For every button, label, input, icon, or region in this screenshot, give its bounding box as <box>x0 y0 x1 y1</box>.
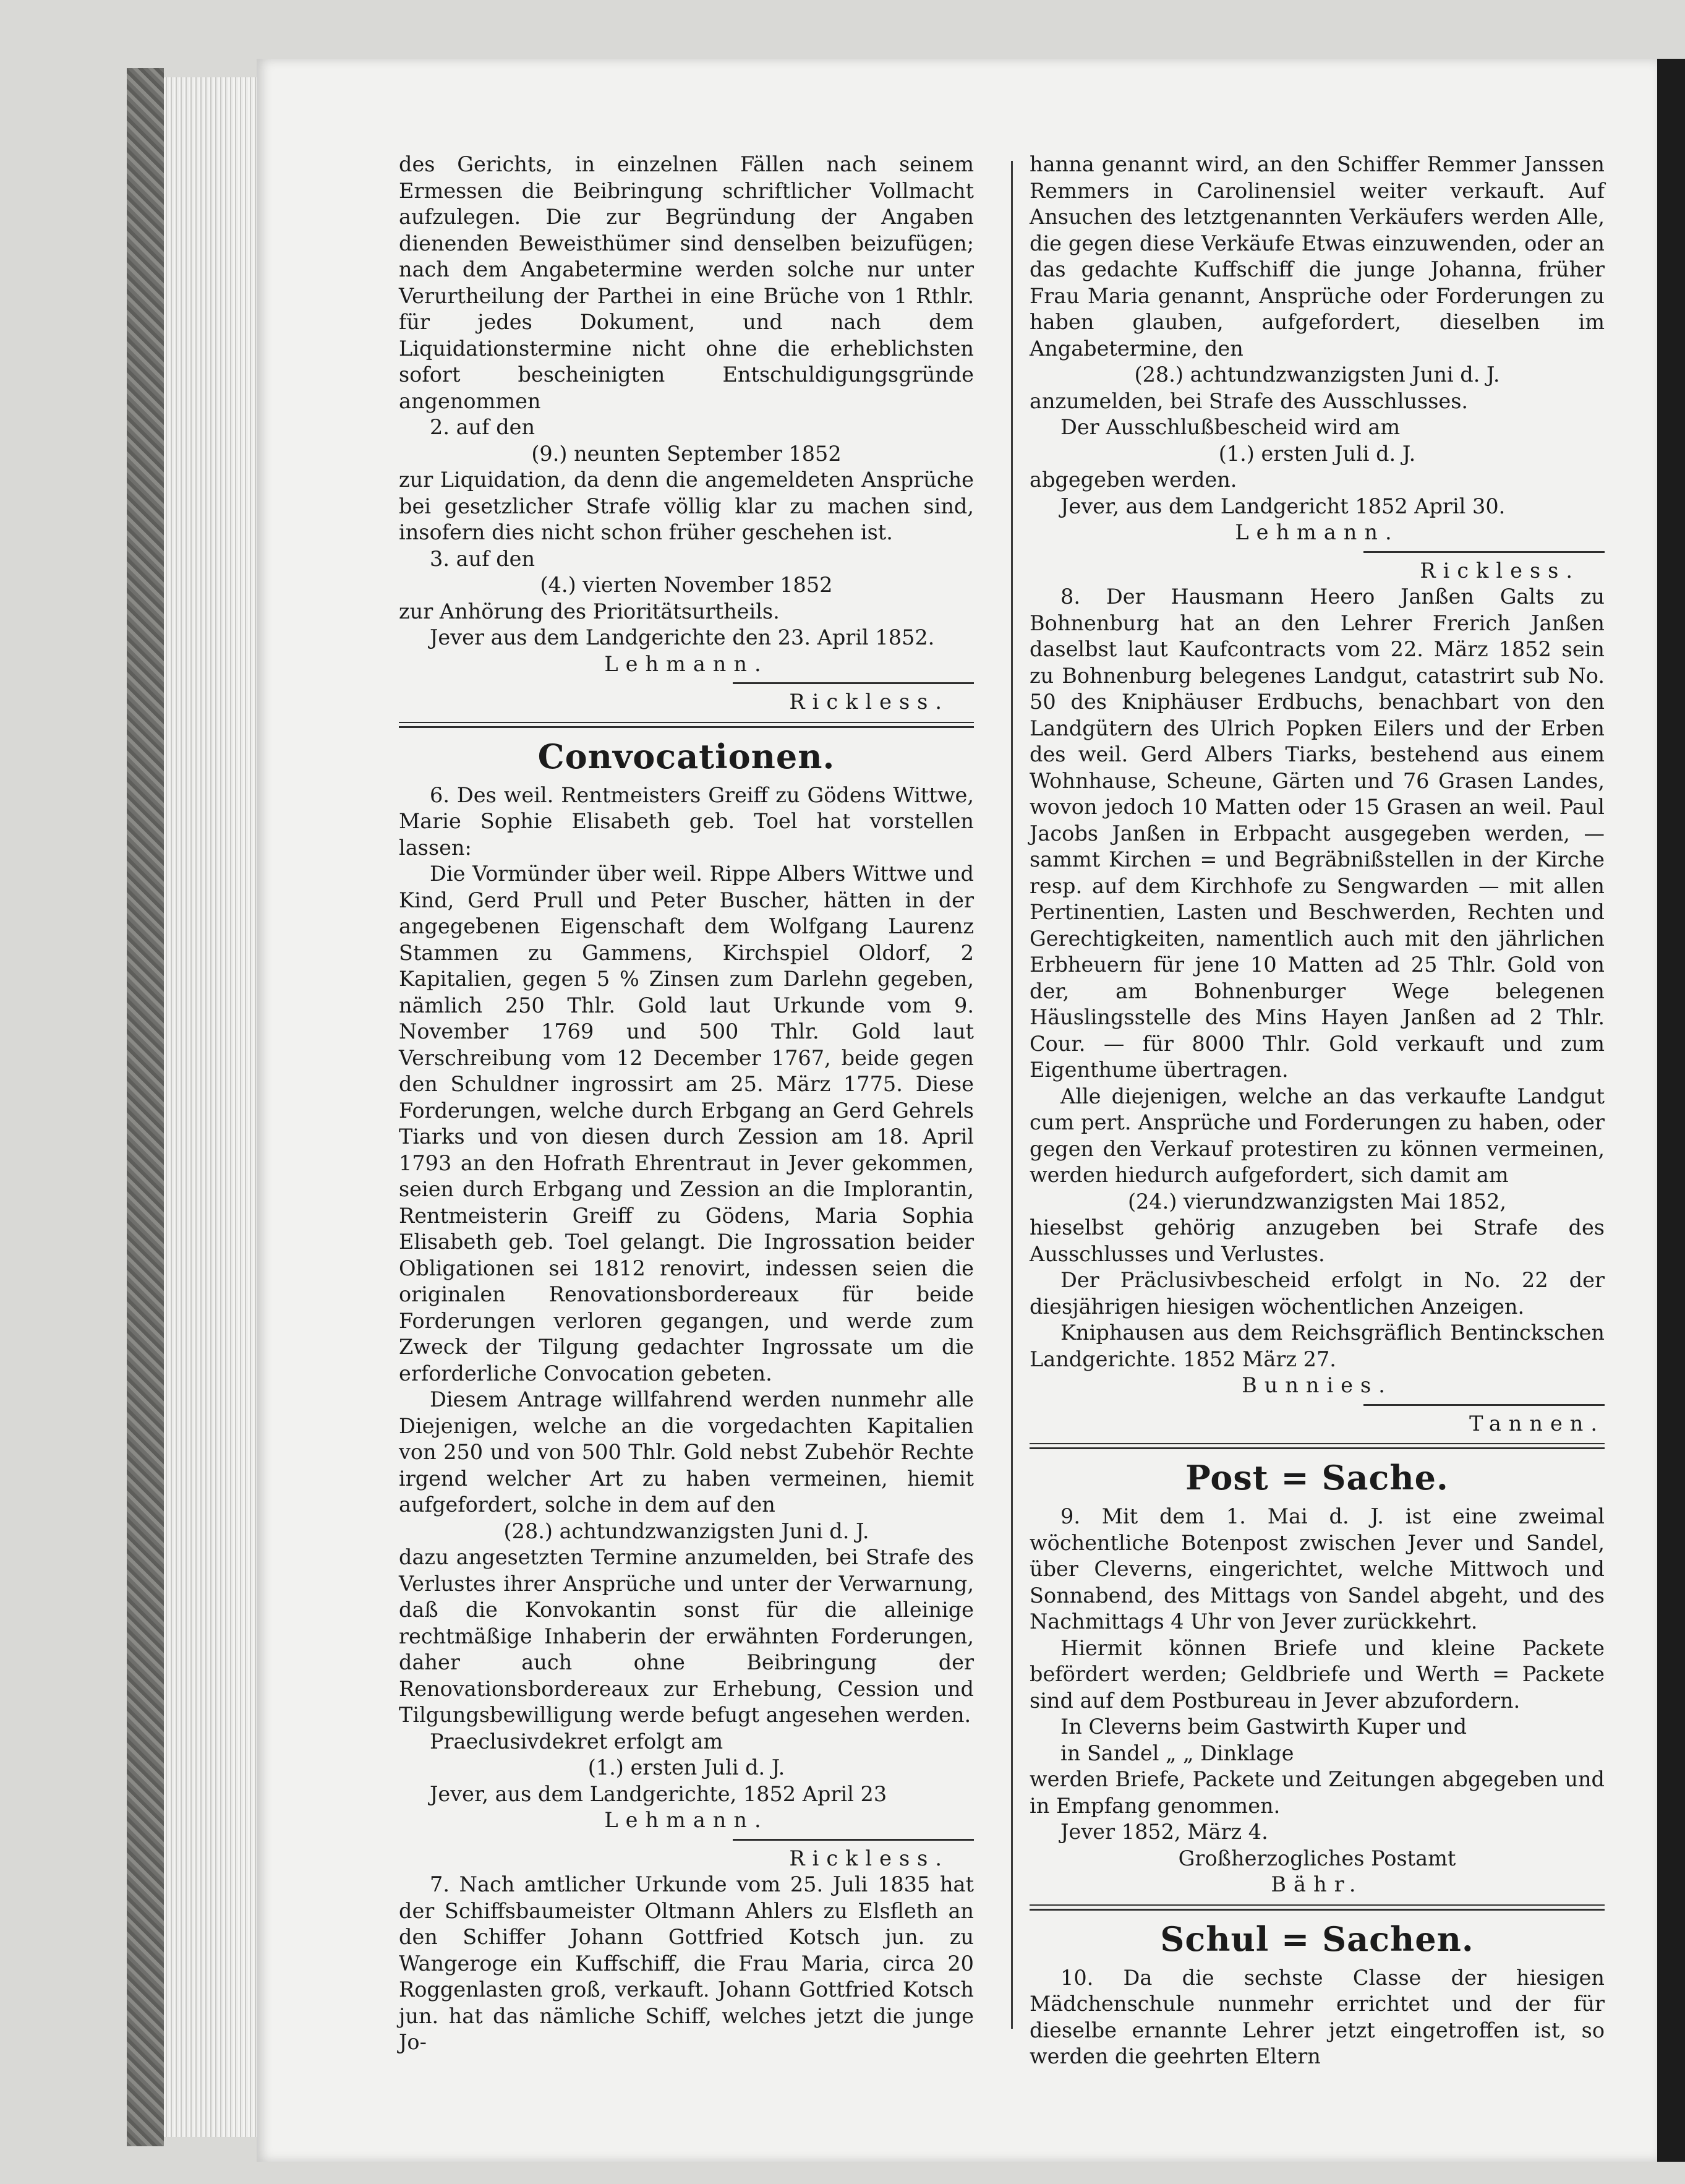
paragraph: 9. Mit dem 1. Mai d. J. ist eine zweimal wöchentliche Botenpost zwischen Jever und Sandel, über Cleverns, eingerichtet, welche Mittwoch und Sonnabend, des Mittags von Sandel abgeht, und des Nachmittags 4 Uhr von Jever zurückkehrt. <box>1030 1504 1605 1634</box>
paragraph: Jever, aus dem Landgerichte, 1852 April 23 <box>430 1781 887 1806</box>
divider <box>1363 1404 1605 1406</box>
signature: Großherzogliches Postamt <box>1178 1846 1456 1870</box>
paragraph: 2. auf den <box>430 415 535 439</box>
section-divider <box>1030 1904 1605 1911</box>
paragraph: zur Anhörung des Prioritätsurtheils. <box>399 599 780 623</box>
signature: Rickless. <box>789 1846 949 1870</box>
right-column <box>1030 152 1605 2070</box>
section-heading: Schul = Sachen. <box>1160 1919 1474 1959</box>
signature: Bunnies. <box>1242 1373 1393 1397</box>
date-line: (9.) neunten September 1852 <box>531 441 842 466</box>
paragraph: 6. Des weil. Rentmeisters Greiff zu Gödens Wittwe, Marie Sophie Elisabeth geb. Toel hat vorstellen lassen: <box>399 782 974 860</box>
left-column <box>399 152 974 2056</box>
paragraph: Hiermit können Briefe und kleine Packete befördert werden; Geldbriefe und Werth = Packete sind auf dem Postbureau in Jever abzufordern. <box>1030 1635 1605 1713</box>
paragraph: des Gerichts, in einzelnen Fällen nach seinem Ermessen die Beibringung schriftlicher Vollmacht aufzulegen. Die zur Begründung der Angaben dienenden Beweisthümer sind denselben beizufügen; nach dem Angabetermine werden solche nur unter Verurtheilung der Parthei in eine Brüche von 1 Rthlr. für jedes Dokument, und nach dem Liquidationstermine nicht ohne die erheblichsten sofort bescheinigten Entschuldigungsgründe angenommen <box>399 152 974 413</box>
paragraph: abgegeben werden. <box>1030 468 1237 492</box>
date-line: (1.) ersten Juli d. J. <box>1218 441 1416 466</box>
section-divider <box>1030 1443 1605 1449</box>
signature: Lehmann. <box>604 1808 769 1832</box>
paragraph: in Sandel „ „ Dinklage <box>1060 1741 1294 1765</box>
paragraph: 3. auf den <box>430 546 535 571</box>
paragraph: In Cleverns beim Gastwirth Kuper und <box>1060 1715 1467 1739</box>
signature: Rickless. <box>1420 558 1580 583</box>
paragraph: Jever 1852, März 4. <box>1060 1820 1268 1844</box>
divider <box>733 682 974 684</box>
paragraph: dazu angesetzten Termine anzumelden, bei Strafe des Verlustes ihrer Ansprüche und unter der Verwarnung, daß die Konvokantin sonst für die alleinige rechtmäßige Inhaberin der erwähnten Forderungen, daher auch ohne Beibringung der Renovationsbordereaux zur Erhebung, Cession und Tilgungsbewilligung werde befugt angesehen werden. <box>399 1545 974 1727</box>
paragraph: hieselbst gehörig anzugeben bei Strafe des Ausschlusses und Verlustes. <box>1030 1215 1605 1266</box>
signature: Bähr. <box>1271 1872 1363 1896</box>
paragraph: Jever, aus dem Landgericht 1852 April 30. <box>1060 494 1506 518</box>
paragraph: Kniphausen aus dem Reichsgräflich Bentinckschen Landgerichte. 1852 März 27. <box>1030 1321 1605 1371</box>
date-line: (4.) vierten November 1852 <box>540 573 833 597</box>
paragraph: Der Präclusivbescheid erfolgt in No. 22 der diesjährigen hiesigen wöchentlichen Anzeigen. <box>1030 1268 1605 1319</box>
page <box>257 59 1657 2162</box>
paragraph: hanna genannt wird, an den Schiffer Remmer Janssen Remmers in Carolinensiel weiter verkauft. Auf Ansuchen des letztgenannten Verkäufers werden Alle, die gegen diese Verkäufe Etwas einzuwenden, oder an das gedachte Kuffschiff die junge Johanna, früher Frau Maria genannt, Ansprüche oder Forderungen zu haben glauben, aufgefordert, dieselben im Angabetermine, den <box>1030 152 1605 361</box>
date-line: (28.) achtundzwanzigsten Juni d. J. <box>503 1518 869 1543</box>
date-line: (24.) vierundzwanzigsten Mai 1852, <box>1127 1189 1507 1214</box>
signature: Rickless. <box>789 690 949 714</box>
section-divider <box>399 722 974 728</box>
signature: Lehmann. <box>1235 520 1399 544</box>
scan-background <box>1657 59 1685 2162</box>
signature: Lehmann. <box>604 651 769 676</box>
paragraph: Der Ausschlußbescheid wird am <box>1060 415 1401 439</box>
paragraph: Alle diejenigen, welche an das verkaufte Landgut cum pert. Ansprüche und Forderungen zu haben, oder gegen den Verkauf protestiren zu können vermeinen, werden hiedurch aufgefordert, sich damit am <box>1030 1084 1605 1187</box>
date-line: (1.) ersten Juli d. J. <box>587 1755 785 1779</box>
paragraph: 10. Da die sechste Classe der hiesigen Mädchenschule nunmehr errichtet und der für dieselbe ernannte Lehrer jetzt eingetroffen ist, so werden die geehrten Eltern <box>1030 1965 1605 2068</box>
page-edges <box>164 77 257 2137</box>
date-line: (28.) achtundzwanzigsten Juni d. J. <box>1134 362 1500 387</box>
divider <box>1363 551 1605 553</box>
book-cover-edge <box>127 68 164 2146</box>
paragraph: zur Liquidation, da denn die angemeldeten Ansprüche bei gesetzlicher Strafe völlig klar zu machen sind, insofern dies nicht schon früher geschehen ist. <box>399 468 974 544</box>
paragraph: Praeclusivdekret erfolgt am <box>430 1729 723 1754</box>
paragraph: werden Briefe, Packete und Zeitungen abgegeben und in Empfang genommen. <box>1030 1767 1605 1818</box>
paragraph: anzumelden, bei Strafe des Ausschlusses. <box>1030 388 1469 413</box>
paragraph: Jever aus dem Landgerichte den 23. April 1852. <box>430 625 935 649</box>
column-divider <box>1011 161 1013 2029</box>
paragraph: Diesem Antrage willfahrend werden nunmehr alle Diejenigen, welche an die vorgedachten Kapitalien von 250 und von 500 Thlr. Gold nebst Zubehör Rechte irgend welcher Art zu haben vermeinen, hiemit aufgefordert, solche in dem auf den <box>399 1387 974 1517</box>
paragraph: Die Vormünder über weil. Rippe Albers Wittwe und Kind, Gerd Prull und Peter Buscher, hätten in der angegebenen Eigenschaft dem Wolfgang Laurenz Stammen zu Gammens, Kirchspiel Oldorf, 2 Kapitalien, gegen 5 % Zinsen zum Darlehn gegeben, nämlich 250 Thlr. Gold laut Urkunde vom 9. November 1769 und 500 Thlr. Gold laut Verschreibung vom 12 December 1767, beide gegen den Schuldner ingrossirt am 25. März 1775. Diese Forderungen, welche durch Erbgang an Gerd Gehrels Tiarks und von diesen durch Zession am 18. April 1793 an den Hofrath Ehrentraut in Jever gekommen, seien durch Erbgang und Zession an die Implorantin, Rentmeisterin Greiff zu Gödens, Maria Sophia Elisabeth geb. Toel gelangt. Die Ingrossation beider Obligationen sei 1812 renovirt, indessen seien die originalen Renovationsbordereaux für beide Forderungen verloren gegangen, und werde zum Zweck der Tilgung gedachter Ingrossate um die erforderliche Convocation gebeten. <box>399 862 974 1385</box>
section-heading: Convocationen. <box>537 736 835 776</box>
signature: Tannen. <box>1469 1411 1605 1436</box>
paragraph: 7. Nach amtlicher Urkunde vom 25. Juli 1835 hat der Schiffsbaumeister Oltmann Ahlers zu Elsfleth an den Schiffer Johann Gottfried Kotsch jun. zu Wangeroge ein Kuffschiff, die Frau Maria, circa 20 Roggenlasten groß, verkauft. Johann Gottfried Kotsch jun. hat das nämliche Schiff, welches jetzt die junge Jo- <box>399 1872 974 2054</box>
paragraph: 8. Der Hausmann Heero Janßen Galts zu Bohnenburg hat an den Lehrer Frerich Janßen daselbst laut Kaufcontracts vom 22. März 1852 sein zu Bohnenburg belegenes Landgut, catastrirt sub No. 50 des Kniphäuser Erdbuchs, benachbart von den Landgütern des Ulrich Popken Eilers und der Erben des weil. Gerd Albers Tiarks, bestehend aus einem Wohnhause, Scheune, Gärten und 76 Grasen Landes, wovon jedoch 10 Matten oder 15 Grasen an weil. Paul Jacobs Janßen in Erbpacht ausgegeben werden, — sammt Kirchen = und Begräbnißstellen in der Kirche resp. auf dem Kirchhofe zu Sengwarden — mit allen Pertinentien, Lasten und Beschwerden, Rechten und Gerechtigkeiten, namentlich auch mit den jährlichen Erbheuern für jene 10 Matten ad 25 Thlr. Gold von der, am Bohnenburger Wege belegenen Häuslingsstelle des Mins Hayen Janßen ad 2 Thlr. Cour. — für 8000 Thlr. Gold verkauft und zum Eigenthume übertragen. <box>1030 585 1605 1082</box>
divider <box>733 1839 974 1841</box>
section-heading: Post = Sache. <box>1185 1458 1449 1497</box>
